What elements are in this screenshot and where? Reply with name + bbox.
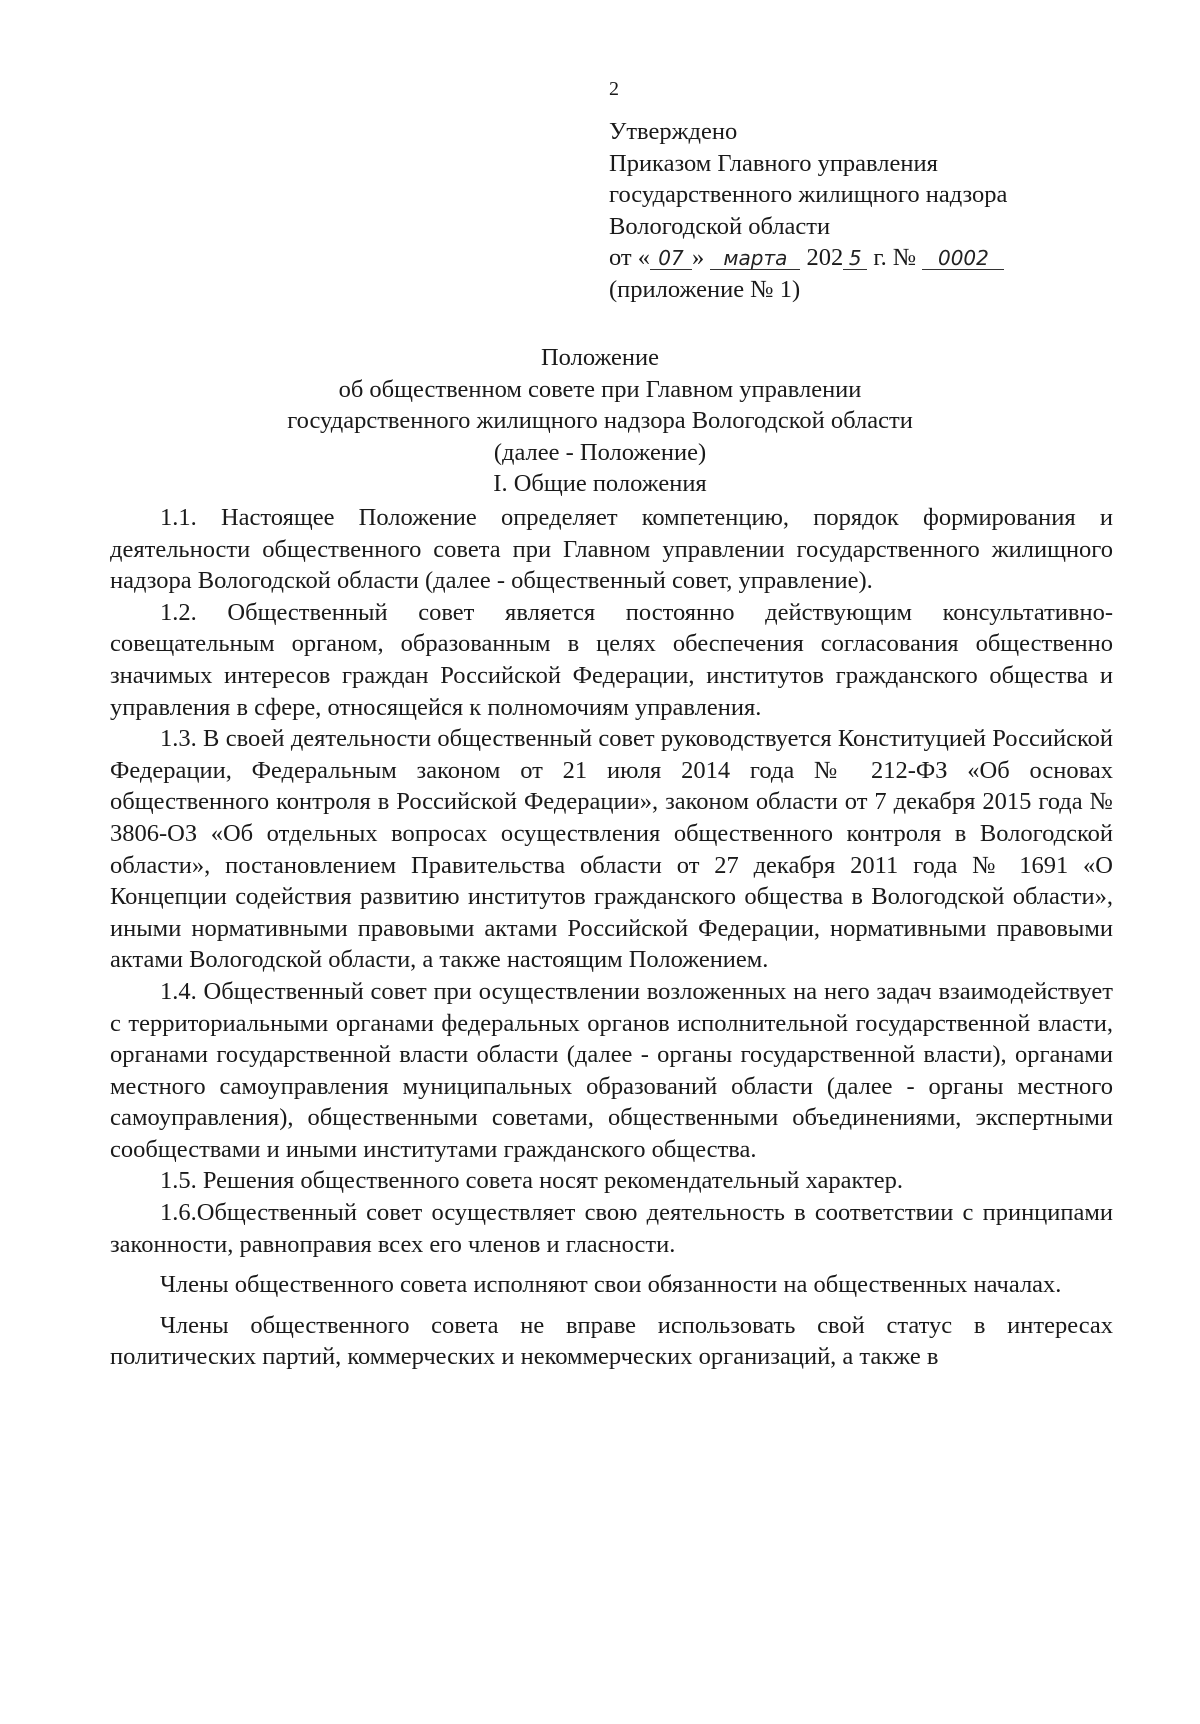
paragraph: Члены общественного совета исполняют свои обязанности на общественных началах. xyxy=(160,1271,1062,1299)
handwritten-year-digit: 5 xyxy=(843,247,867,270)
document-subtitle: государственного жилищного надзора Вологодской области xyxy=(287,407,913,434)
approval-line: Вологодской области xyxy=(609,212,831,240)
document-subtitle: об общественном совете при Главном управлении xyxy=(338,375,862,403)
paragraph: 1.2. Общественный совет является постоянно действующим консультативно-совещательным органом, образованным в целях обеспечения согласования общественно значимых интересов граждан Российской Федерации, институтов гражданского общества и управления в сфере, относящейся к полномочиям управления. xyxy=(110,598,1113,721)
document-subtitle: (далее - Положение) xyxy=(493,438,707,466)
paragraph: Члены общественного совета не вправе использовать свой статус в интересах политических партий, коммерческих и некоммерческих организаций, а также в xyxy=(110,1311,1113,1371)
approval-appendix: (приложение № 1) xyxy=(609,275,801,303)
paragraph: 1.4. Общественный совет при осуществлении возложенных на него задач взаимодействует с территориальными органами федеральных органов исполнительной государственной власти, органами государственной власти области (далее - органы государственной власти), органами местного самоуправления муниципальных образований области (далее - органы местного самоуправления), общественными советами, общественными объединениями, экспертными сообществами и иными институтами гражданского общества. xyxy=(110,977,1113,1163)
handwritten-month: марта xyxy=(710,247,800,270)
document-title: Положение xyxy=(540,344,660,371)
page-number: 2 xyxy=(609,78,619,100)
approval-line: Утверждено xyxy=(609,118,738,145)
quote-close: » xyxy=(692,244,705,271)
date-prefix: от « xyxy=(609,244,651,271)
paragraph: 1.6.Общественный совет осуществляет свою деятельность в соответствии с принципами законности, равноправия всех его членов и гласности. xyxy=(110,1199,1113,1258)
approval-date-line xyxy=(609,242,1007,274)
handwritten-day: 07 xyxy=(650,247,692,270)
document-title-block xyxy=(100,342,1100,500)
paragraph: 1.1. Настоящее Положение определяет компетенцию, порядок формирования и деятельности общественного совета при Главном управлении государственного жилищного надзора Вологодской области (далее - общественный совет, управление). xyxy=(110,504,1113,595)
approval-line: государственного жилищного надзора xyxy=(609,181,1008,208)
section-heading: I. Общие положения xyxy=(493,470,707,497)
handwritten-order-number: 0002 xyxy=(922,247,1004,270)
number-prefix: г. № xyxy=(873,244,917,271)
year-prefix: 202 xyxy=(806,244,844,271)
approval-block xyxy=(609,116,1007,305)
approval-line: Приказом Главного управления xyxy=(609,149,938,177)
paragraph: 1.3. В своей деятельности общественный совет руководствуется Конституцией Российской Федерации, Федеральным законом от 21 июля 2014 года № 212-ФЗ «Об основах общественного контроля в Российской Федерации», законом области от 7 декабря 2015 года № 3806-ОЗ «Об отдельных вопросах осуществления общественного контроля в Вологодской области», постановлением Правительства области от 27 декабря 2011 года № 1691 «О Концепции содействия развитию институтов гражданского общества в Вологодской области», иными нормативными правовыми актами Российской Федерации, нормативными правовыми актами Вологодской области, а также настоящим Положением. xyxy=(110,725,1113,974)
paragraph: 1.5. Решения общественного совета носят рекомендательный характер. xyxy=(160,1167,904,1195)
document-body xyxy=(110,502,1113,1373)
